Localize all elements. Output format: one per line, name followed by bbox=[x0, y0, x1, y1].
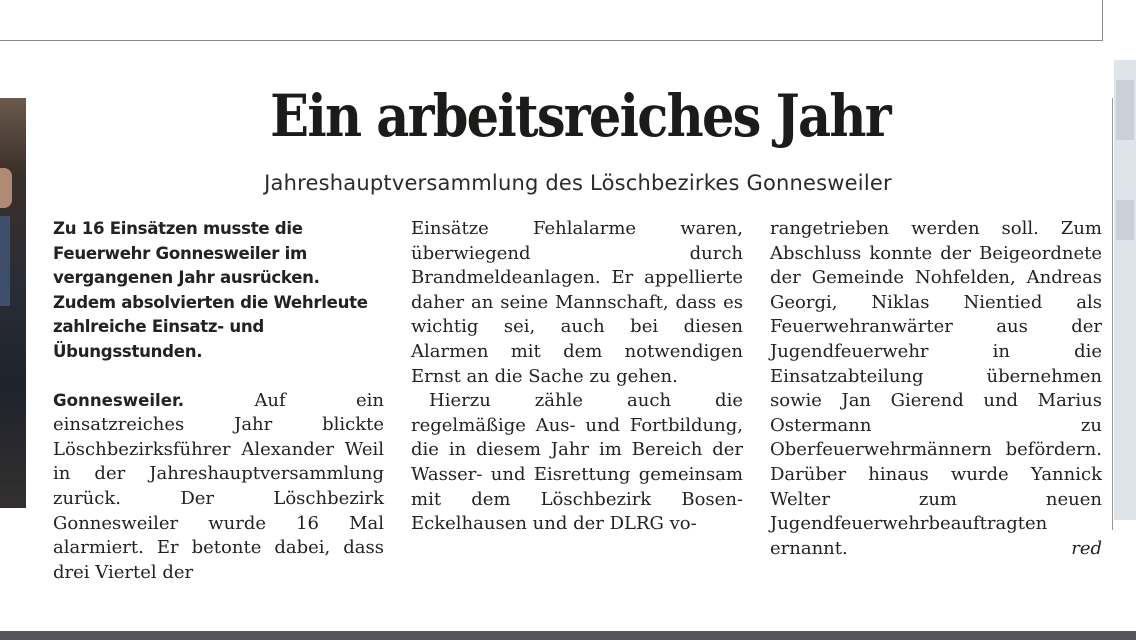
screen-bottom-bar bbox=[0, 631, 1136, 640]
column-3-text: rangetrieben werden soll. Zum Abschluss konnte der Beigeordnete der Gemeinde Nohfelden, Andreas Georgi, Niklas Nientied als Feuerwehranwärter aus der Jugendfeuerwehr in die Einsatzabteilung übernehmen sowie Jan Gierend und Marius Ostermann zu Oberfeuerwehrmännern befördern. Darüber hinaus wurde Yannick Welter zum neuen Jugendfeuerwehrbeauftragten ernannt. bbox=[770, 218, 1102, 559]
column-3-paragraph bbox=[770, 217, 1102, 561]
article-column-2 bbox=[411, 217, 743, 537]
article-author: red bbox=[1071, 537, 1102, 559]
adjacent-page-edge bbox=[1114, 60, 1136, 520]
previous-article-frame bbox=[0, 0, 1103, 41]
column-rule-right bbox=[1112, 98, 1113, 530]
article-column-1 bbox=[53, 217, 384, 585]
column-2-paragraph-2: Hierzu zähle auch die regelmäßige Aus- und Fortbildung, die in diesem Jahr im Bereich der Wasser- und Eisrettung gemeinsam mit dem Löschbezirk Bosen-Eckelhausen und der DLRG vo- bbox=[411, 390, 743, 535]
adjacent-page-block bbox=[1116, 200, 1134, 240]
article-dateline: Gonnesweiler. bbox=[53, 390, 185, 410]
article-subheadline: Jahreshauptversammlung des Löschbezirkes Gonnesweiler bbox=[264, 171, 892, 195]
article-photo bbox=[0, 98, 26, 508]
article-lead: Zu 16 Einsätzen musste die Feuerwehr Gonnesweiler im vergangenen Jahr ausrücken. Zudem absolvierten die Wehrleute zahlreiche Einsatz- und Übungsstunden. bbox=[53, 219, 368, 361]
article-headline: Ein arbeitsreiches Jahr bbox=[270, 82, 890, 150]
article-column-3 bbox=[770, 217, 1102, 561]
adjacent-page-block bbox=[1116, 80, 1134, 140]
column-1-text: Auf ein einsatzreiches Jahr blickte Löschbezirksführer Alexander Weil in der Jahreshauptversammlung zurück. Der Löschbezirk Gonnesweiler wurde 16 Mal alarmiert. Er betonte dabei, dass drei Viertel der bbox=[53, 389, 384, 583]
photo-person-shirt bbox=[0, 216, 10, 306]
article-body-paragraph bbox=[53, 389, 384, 586]
column-2-paragraph-1: Einsätze Fehlalarme waren, überwiegend durch Brandmeldeanlagen. Er appellierte daher an seine Mannschaft, dass es wichtig sei, auch bei diesen Alarmen mit dem notwendigen Ernst an die Sache zu gehen. bbox=[411, 218, 743, 387]
